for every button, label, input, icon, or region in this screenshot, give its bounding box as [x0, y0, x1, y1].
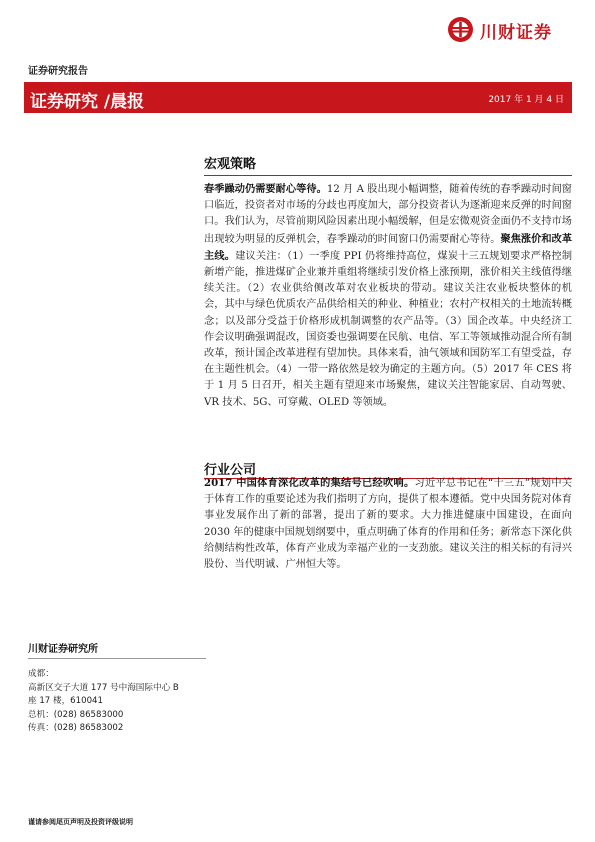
fax-line: 传真：(028) 86583002 — [28, 723, 124, 733]
contact-address — [28, 668, 208, 736]
paragraph-text: 建议关注：（1）一季度 PPI 仍将维持高位，煤炭十三五规划要求严格控制新增产能，推进煤矿企业兼并重组将继续引发价格上涨预期，涨价相关主线值得继续关注。（2）农业供给侧改革对农业板块的带动。建议关注农业板块整体的机会，其中与绿色优质农产品供给相关的种业、种植业；农村产权相关的土地流转概念；以及部分受益于价格形成机制调整的农产品等。（3）国企改革。中央经济工作会议明确强调混改，国资委也强调要在民航、电信、军工等领域推动混合所有制改革，预计国企改革进程有望加快。具体来看，油气领域和国防军工有望受益，存在主题性机会。（4）一带一路依然是较为确定的主题方向。（5）2017 年 CES 将于 1 月 5 日召开，相关主题有望迎来市场聚焦，建议关注智能家居、自动驾驶、VR 技术、5G、可穿戴、OLED 等领域。 — [204, 250, 573, 408]
address-line: 高新区交子大道 177 号中海国际中心 B — [28, 682, 179, 693]
disclaimer-note: 谨请参阅尾页声明及投资评级说明 — [28, 817, 133, 826]
report-type-label: 证券研究报告 — [28, 66, 88, 77]
banner-title: 证券研究 /晨报 — [30, 92, 145, 112]
section-paragraph — [204, 475, 572, 573]
paragraph-lead-in: 2017 中国体育深化改革的集结号已经吹响。 — [204, 477, 415, 489]
address-line: 座 17 楼，610041 — [28, 696, 103, 706]
section-title-industry: 行业公司 — [204, 463, 257, 478]
address-line: 成都： — [28, 669, 54, 679]
section-paragraph — [204, 181, 572, 411]
report-date: 2017 年 1 月 4 日 — [488, 95, 564, 105]
section-title-macro: 宏观策略 — [204, 157, 257, 172]
brand-logo — [447, 16, 571, 44]
paragraph-lead-in: 聚焦涨价和改革主线。 — [204, 232, 573, 262]
chuancai-logo-icon — [447, 16, 474, 43]
header-banner — [24, 82, 572, 113]
research-institute-name: 川财证券研究所 — [28, 644, 98, 655]
footer-divider — [28, 658, 206, 659]
brand-name: 川财证券 — [480, 23, 552, 43]
phone-line: 总机：(028) 86583000 — [28, 709, 124, 720]
section-divider — [204, 175, 572, 176]
paragraph-lead-in: 春季躁动仍需要耐心等待。 — [204, 183, 327, 195]
paragraph-text: 12 月 A 股出现小幅调整，随着传统的春季躁动时间窗口临近，投资者对市场的分歧也再度加大，部分投资者认为逐渐迎来反弹的时间窗口。我们认为，尽管前期风险因素出现小幅缓解，但是宏微观资金面仍不支持市场出现较为明显的反弹机会，春季躁动的时间窗口仍需要耐心等待。 — [204, 184, 572, 245]
paragraph-text: 习近平总书记在“十三五”规划中关于体育工作的重要论述为我们指明了方向，提供了根本遵循。党中央国务院对体育事业发展作出了新的部署，提出了新的要求。大力推进健康中国建设，在面向 2030 年的健康中国规划纲要中，重点明确了体育的作用和任务；新常态下深化供给侧结构性改革，体育产业成为幸福产业的一支劲旅。建议关注的相关标的有浔兴股份、当代明诚、广州恒大等。 — [204, 478, 572, 571]
